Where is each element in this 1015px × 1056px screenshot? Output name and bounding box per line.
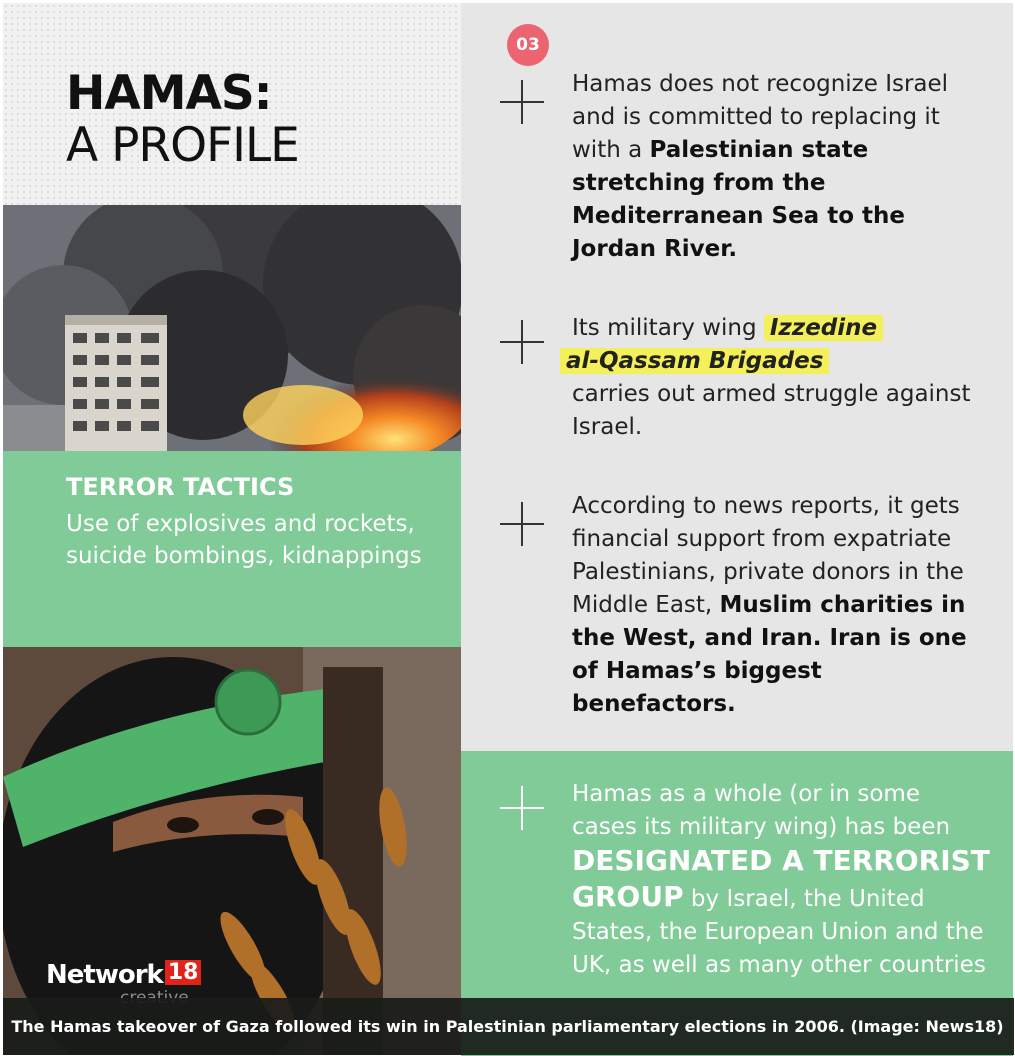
plus-icon bbox=[500, 502, 544, 546]
logo-number: 18 bbox=[165, 960, 202, 985]
point-4-text bbox=[572, 778, 992, 998]
point-1-plain: Hamas does not recognize Israel and is committed to replacing it with a bbox=[572, 71, 949, 163]
point-3-text bbox=[572, 490, 992, 721]
point-2-highlight-2: al-Qassam Brigades bbox=[560, 348, 829, 374]
point-1-bold: Palestinian state stretching from the Mediterranean Sea to the Jordan River. bbox=[572, 137, 905, 262]
logo-word: Network bbox=[46, 960, 163, 990]
number-badge: 03 bbox=[507, 24, 549, 66]
terror-tactics-title: TERROR TACTICS bbox=[66, 473, 295, 501]
point-1-text bbox=[572, 68, 992, 266]
title-line-1: HAMAS: bbox=[66, 66, 272, 121]
explosion-photo bbox=[3, 205, 461, 451]
point-3-plain: According to news reports, it gets financial support from expatriate Palestinians, private donors in the Middle East, bbox=[572, 493, 964, 618]
point-2-suffix: carries out armed struggle against Israel. bbox=[572, 381, 971, 440]
militant-photo bbox=[3, 647, 461, 1055]
plus-icon bbox=[500, 320, 544, 364]
point-4-suffix: by Israel, the United States, the European Union and the UK, as well as many other countries bbox=[572, 886, 986, 978]
title-line-2: A PROFILE bbox=[66, 118, 299, 173]
plus-icon bbox=[500, 80, 544, 124]
image-caption: The Hamas takeover of Gaza followed its win in Palestinian parliamentary elections in 2006. (Image: News18) bbox=[11, 1017, 1004, 1036]
point-4-prefix: Hamas as a whole (or in some cases its military wing) has been bbox=[572, 781, 951, 840]
point-2-text bbox=[566, 312, 992, 444]
network18-logo bbox=[46, 960, 201, 990]
plus-icon bbox=[500, 786, 544, 830]
point-2-prefix: Its military wing bbox=[572, 315, 764, 341]
point-3-bold: Muslim charities in the West, and Iran. Iran is one of Hamas’s biggest benefactors. bbox=[572, 592, 967, 717]
terror-tactics-text: Use of explosives and rockets, suicide bombings, kidnappings bbox=[66, 511, 422, 569]
point-2-highlight-1: Izzedine bbox=[764, 315, 883, 341]
point-4-designated: DESIGNATED A TERRORIST GROUP bbox=[572, 844, 990, 913]
